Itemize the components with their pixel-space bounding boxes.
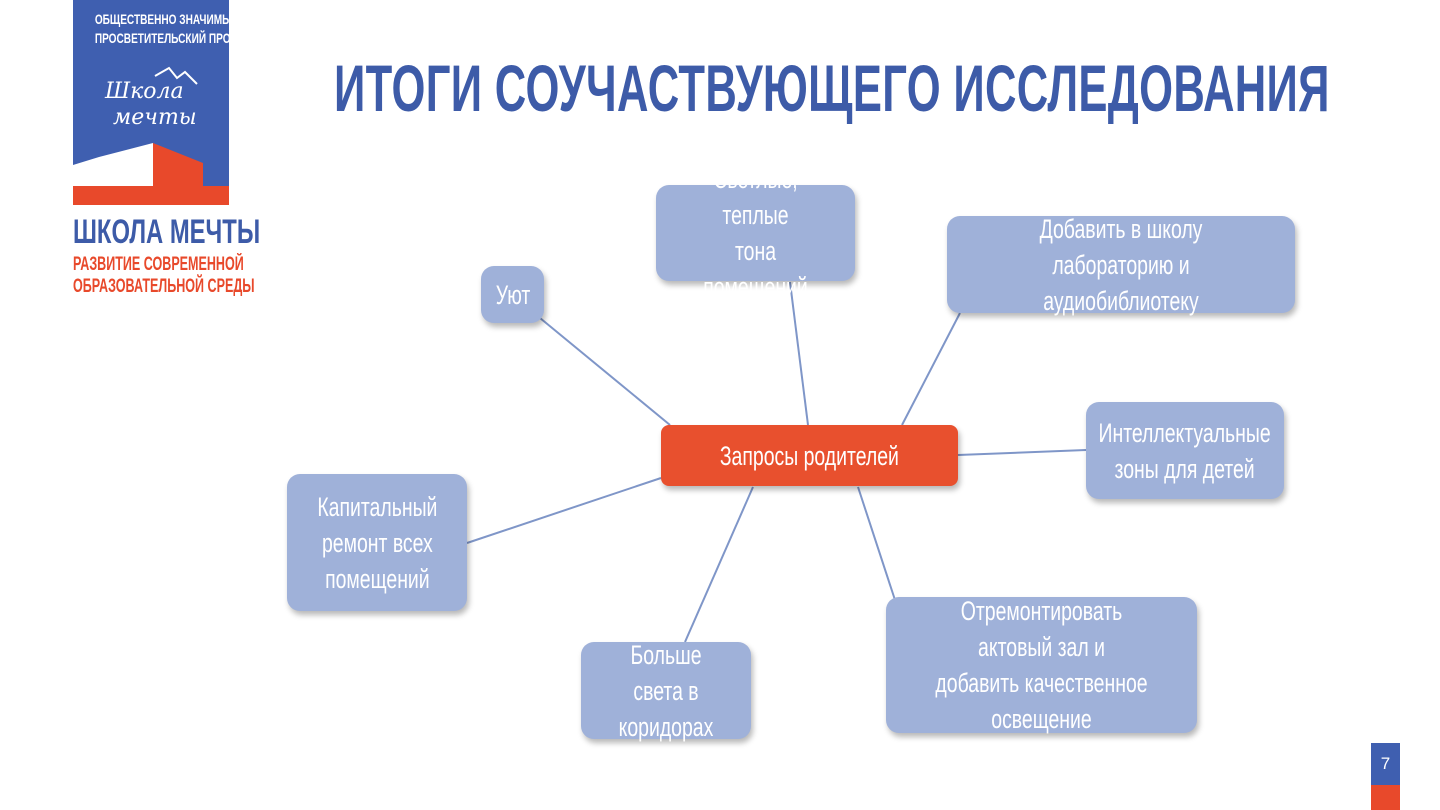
link-intellectual-zones [958,450,1086,455]
node-assembly-hall-label: Отремонтировать актовый зал и добавить качественное освещение [935,596,1148,734]
slide-title: ИТОГИ СОУЧАСТВУЮЩЕГО ИССЛЕДОВАНИЯ [334,51,1330,125]
node-assembly-hall [886,597,1197,733]
brand-subtitle-line1: РАЗВИТИЕ СОВРЕМЕННОЙ [73,254,244,275]
node-intellectual-zones [1086,402,1284,499]
node-bright-tones-label: Светлые, теплые тона помещений [703,164,808,302]
brand-title: ШКОЛА МЕЧТЫ [73,213,261,251]
node-bright-tones [656,164,855,302]
logo-project-line2: ПРОСВЕТИТЕЛЬСКИЙ ПРОЕКТ [94,30,250,46]
page-number-accent [1371,785,1400,810]
link-assembly-hall [858,487,895,600]
node-intellectual-zones-label: Интеллектуальные зоны для детей [1098,417,1272,484]
link-corridors [685,487,753,642]
logo-script-line1: Школа [105,79,184,104]
node-corridors-label: Больше света в коридорах [618,639,714,742]
link-laboratory [902,313,960,425]
node-corridors [581,639,751,742]
page-number: 7 [1371,743,1400,785]
central-node [661,425,958,486]
node-comfort [481,266,544,323]
central-node-label: Запросы родителей [719,440,900,471]
node-capital-repair [287,474,467,611]
link-capital-repair [467,478,661,543]
node-comfort-label: Уют [495,279,530,310]
node-laboratory-label: Добавить в школу лабораторию и аудиобиблиотеку [1039,213,1203,316]
logo-script-line2: мечты [113,105,197,130]
brand-subtitle-line2: ОБРАЗОВАТЕЛЬНОЙ СРЕДЫ [73,276,255,297]
node-laboratory [947,213,1295,316]
logo-project-line1: ОБЩЕСТВЕННО ЗНАЧИМЫЙ [94,11,240,27]
link-comfort [540,318,670,425]
node-capital-repair-label: Капитальный ремонт всех помещений [316,491,438,594]
